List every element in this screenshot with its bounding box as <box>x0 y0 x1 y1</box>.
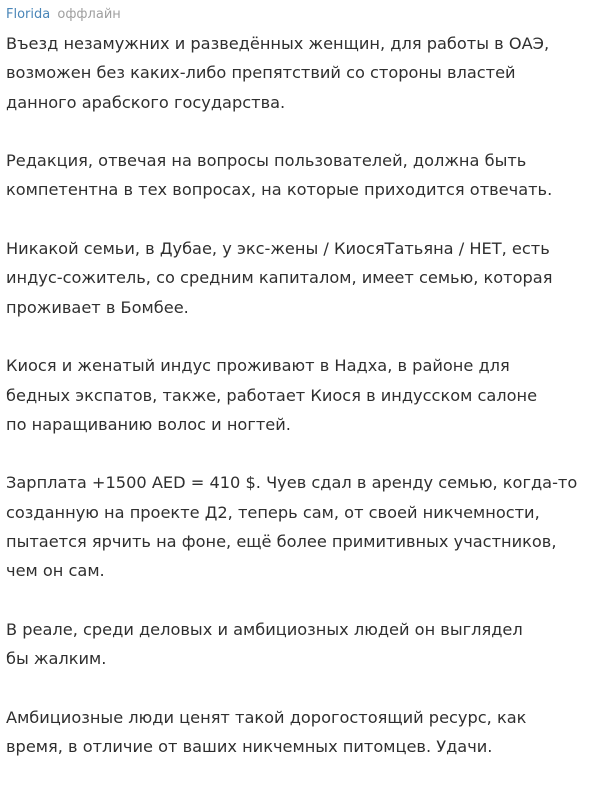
post-text-line: Редакция, отвечая на вопросы пользователей, должна быть <box>6 151 527 171</box>
post-text-line: по наращиванию волос и ногтей. <box>6 414 291 434</box>
post-text-line: Никакой семьи, в Дубае, у экс-жены / КиосяТатьяна / НЕТ, есть <box>6 239 550 259</box>
post-text-line: время, в отличие от ваших никчемных питомцев. Удачи. <box>6 737 493 757</box>
post-text-line: бы жалким. <box>6 649 107 669</box>
post-paragraph <box>6 29 600 117</box>
post-text-line: В реале, среди деловых и амбициозных людей он выглядел <box>6 619 523 639</box>
post-text-line: Киося и женатый индус проживают в Надха, в районе для <box>6 356 510 376</box>
post-text-line: пытается ярчить на фоне, ещё более примитивных участников, <box>6 532 557 552</box>
post-text-line: Зарплата +1500 AED = 410 $. Чуев сдал в аренду семью, когда-то <box>6 473 578 493</box>
post-text-line: чем он сам. <box>6 561 105 581</box>
post-text-line: Амбициозные люди ценят такой дорогостоящий ресурс, как <box>6 707 527 727</box>
post-text-line: Въезд незамужних и разведённых женщин, для работы в ОАЭ, <box>6 34 550 53</box>
forum-post <box>6 4 600 791</box>
post-text-line: компетентна в тех вопросах, на которые приходится отвечать. <box>6 180 553 200</box>
post-paragraph <box>6 146 600 205</box>
post-paragraph <box>6 703 600 762</box>
author-name-link[interactable]: Florida <box>6 7 51 22</box>
post-text-line: проживает в Бомбее. <box>6 297 189 317</box>
post-header <box>6 4 600 26</box>
post-paragraph <box>6 351 600 439</box>
post-paragraph <box>6 234 600 322</box>
post-text-line: возможен без каких-либо препятствий со стороны властей <box>6 63 516 83</box>
post-paragraph <box>6 615 600 674</box>
post-text-line: данного арабского государства. <box>6 92 286 112</box>
online-status: оффлайн <box>57 7 121 22</box>
post-text-line: бедных экспатов, также, работает Киося в индусском салоне <box>6 385 538 405</box>
post-body <box>6 29 600 761</box>
post-text-line: индус-сожитель, со средним капиталом, имеет семью, которая <box>6 268 553 288</box>
post-paragraph <box>6 468 600 585</box>
post-text-line: созданную на проекте Д2, теперь сам, от своей никчемности, <box>6 502 540 522</box>
